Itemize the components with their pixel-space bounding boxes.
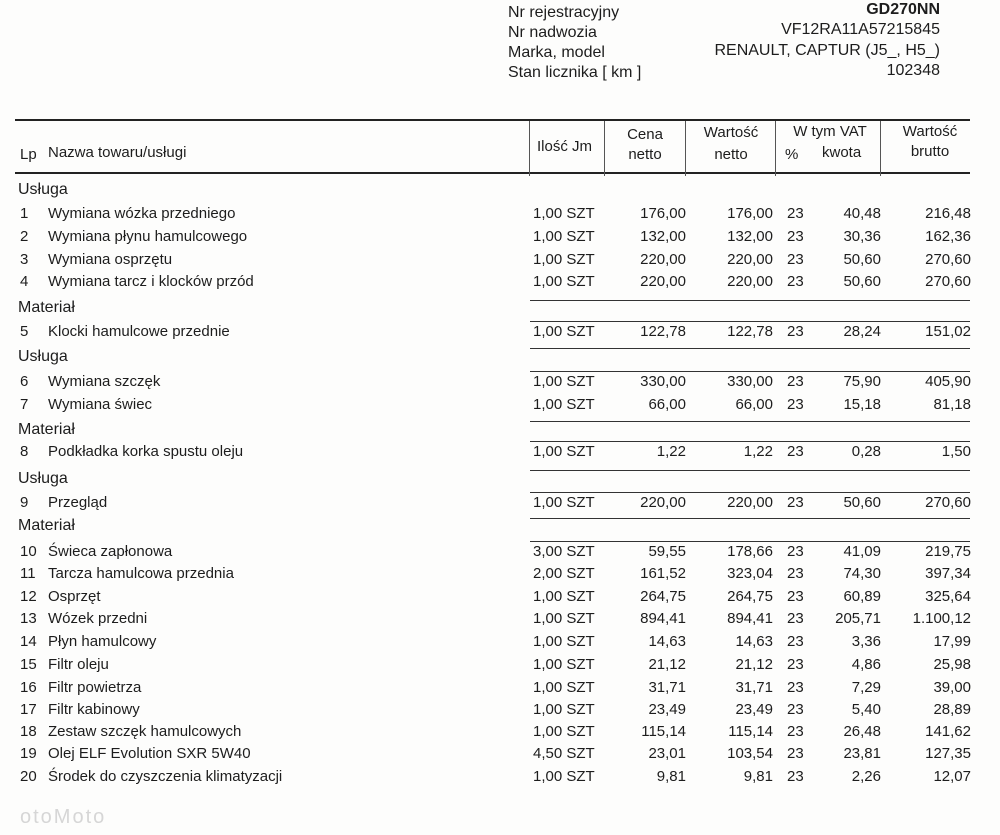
row-rule [530,421,970,422]
row-vat-amount: 26,48 [843,723,881,740]
row-rule [530,321,970,322]
row-unit-price: 115,14 [641,723,686,740]
row-vat-rate: 23 [787,610,804,627]
section-header: Usługa [18,181,68,198]
section-header: Materiał [18,421,75,438]
row-vat-amount: 28,24 [843,323,881,340]
row-gross-value: 270,60 [925,273,971,290]
row-rule [530,300,970,301]
row-net-value: 66,00 [735,396,773,413]
row-unit-price: 59,55 [648,543,686,560]
row-unit-price: 330,00 [640,373,686,390]
row-item-name: Wymiana tarcz i klocków przód [48,273,254,290]
row-vat-amount: 50,60 [843,494,881,511]
row-gross-value: 397,34 [925,565,971,582]
header-name: Nazwa towaru/usługi [48,144,187,161]
row-vat-rate: 23 [787,251,804,268]
row-lp: 7 [20,396,29,413]
row-lp: 20 [20,768,37,785]
header-vat-amt: kwota [822,144,862,161]
row-gross-value: 81,18 [933,396,971,413]
row-gross-value: 151,02 [925,323,971,340]
row-lp: 14 [20,633,37,650]
row-rule [530,371,970,372]
row-item-name: Wymiana płynu hamulcowego [48,228,248,245]
row-item-name: Środek do czyszczenia klimatyzacji [48,768,283,785]
row-rule [530,492,970,493]
row-unit-price: 176,00 [640,205,686,222]
header-lp: Lp [20,146,37,163]
row-unit-price: 21,12 [648,656,686,673]
row-vat-rate: 23 [787,633,804,650]
row-rule [530,518,970,519]
row-vat-amount: 75,90 [843,373,881,390]
row-vat-rate: 23 [787,323,804,340]
row-lp: 2 [20,228,29,245]
row-net-value: 178,66 [727,543,773,560]
row-vat-amount: 15,18 [843,396,881,413]
row-net-value: 323,04 [727,565,773,582]
row-lp: 12 [20,588,37,605]
label-make-model: Marka, model [508,44,605,61]
row-item-name: Tarcza hamulcowa przednia [48,565,234,582]
row-vat-rate: 23 [787,373,804,390]
row-rule [530,541,970,542]
row-rule [530,441,970,442]
row-lp: 16 [20,679,37,696]
col-divider [775,121,776,176]
row-vat-amount: 60,89 [843,588,881,605]
row-item-name: Przegląd [48,494,108,511]
header-vat-1: W tym VAT [793,123,867,140]
col-divider [880,121,881,176]
row-lp: 17 [20,701,37,718]
label-odometer: Stan licznika [ km ] [508,64,642,81]
row-unit-price: 23,49 [648,701,686,718]
header-price-2: netto [628,146,662,163]
row-gross-value: 12,07 [933,768,971,785]
section-header: Materiał [18,299,75,316]
row-unit-price: 132,00 [640,228,686,245]
row-vat-amount: 5,40 [851,701,881,718]
row-gross-value: 28,89 [933,701,971,718]
row-lp: 5 [20,323,29,340]
row-lp: 3 [20,251,29,268]
row-gross-value: 127,35 [925,745,971,762]
row-net-value: 1,22 [743,443,773,460]
row-vat-amount: 205,71 [835,610,881,627]
row-unit-price: 264,75 [640,588,686,605]
col-divider [685,121,686,176]
header-qty: Ilość Jm [537,138,593,155]
row-gross-value: 405,90 [925,373,971,390]
row-quantity: 1,00 SZT [533,610,595,627]
row-item-name: Wymiana szczęk [48,373,161,390]
row-quantity: 1,00 SZT [533,768,595,785]
row-quantity: 1,00 SZT [533,656,595,673]
watermark: otoMoto [20,806,107,828]
row-rule [530,348,970,349]
header-gross-1: Wartość [902,123,958,140]
row-lp: 9 [20,494,29,511]
make-model-value: RENAULT, CAPTUR (J5_, H5_) [714,42,940,59]
row-net-value: 176,00 [727,205,773,222]
col-divider [604,121,605,176]
row-gross-value: 141,62 [925,723,971,740]
row-item-name: Wymiana wózka przedniego [48,205,236,222]
row-net-value: 330,00 [727,373,773,390]
row-unit-price: 894,41 [640,610,686,627]
row-gross-value: 216,48 [925,205,971,222]
row-unit-price: 23,01 [648,745,686,762]
row-net-value: 122,78 [727,323,773,340]
row-vat-rate: 23 [787,396,804,413]
row-quantity: 1,00 SZT [533,205,595,222]
row-quantity: 4,50 SZT [533,745,595,762]
row-unit-price: 1,22 [656,443,686,460]
row-unit-price: 14,63 [648,633,686,650]
row-vat-amount: 7,29 [851,679,881,696]
row-vat-rate: 23 [787,588,804,605]
row-quantity: 1,00 SZT [533,494,595,511]
label-registration: Nr rejestracyjny [508,4,620,21]
row-quantity: 1,00 SZT [533,443,595,460]
section-header: Materiał [18,517,75,534]
row-gross-value: 219,75 [925,543,971,560]
row-lp: 8 [20,443,29,460]
row-quantity: 1,00 SZT [533,679,595,696]
row-quantity: 1,00 SZT [533,701,595,718]
row-gross-value: 325,64 [925,588,971,605]
header-gross-2: brutto [910,143,950,160]
row-net-value: 21,12 [735,656,773,673]
row-item-name: Podkładka korka spustu oleju [48,443,244,460]
row-lp: 19 [20,745,37,762]
row-item-name: Klocki hamulcowe przednie [48,323,230,340]
row-quantity: 1,00 SZT [533,373,595,390]
header-vat-pct: % [785,146,799,163]
row-vat-amount: 74,30 [843,565,881,582]
row-gross-value: 162,36 [925,228,971,245]
row-vat-rate: 23 [787,565,804,582]
row-net-value: 14,63 [735,633,773,650]
row-unit-price: 66,00 [648,396,686,413]
row-net-value: 220,00 [727,273,773,290]
row-vat-rate: 23 [787,656,804,673]
row-vat-rate: 23 [787,443,804,460]
header-net-2: netto [714,146,748,163]
row-lp: 1 [20,205,29,222]
row-lp: 13 [20,610,37,627]
row-gross-value: 270,60 [925,494,971,511]
row-quantity: 1,00 SZT [533,323,595,340]
row-item-name: Zestaw szczęk hamulcowych [48,723,242,740]
row-vat-amount: 30,36 [843,228,881,245]
section-header: Usługa [18,470,68,487]
row-net-value: 9,81 [743,768,773,785]
row-lp: 15 [20,656,37,673]
row-quantity: 2,00 SZT [533,565,595,582]
row-item-name: Wymiana osprzętu [48,251,173,268]
header-price-1: Cena [627,126,663,143]
row-net-value: 103,54 [727,745,773,762]
row-vat-amount: 3,36 [851,633,881,650]
row-item-name: Wymiana świec [48,396,153,413]
row-vat-rate: 23 [787,228,804,245]
row-quantity: 1,00 SZT [533,228,595,245]
row-vat-amount: 50,60 [843,273,881,290]
row-net-value: 220,00 [727,251,773,268]
row-vat-amount: 40,48 [843,205,881,222]
table-top-rule [15,119,970,121]
row-vat-rate: 23 [787,768,804,785]
row-quantity: 1,00 SZT [533,723,595,740]
row-net-value: 115,14 [728,723,773,740]
row-vat-amount: 0,28 [851,443,881,460]
row-lp: 10 [20,543,37,560]
row-item-name: Filtr powietrza [48,679,142,696]
col-divider [529,121,530,176]
row-vat-rate: 23 [787,679,804,696]
row-vat-amount: 23,81 [843,745,881,762]
row-net-value: 264,75 [727,588,773,605]
row-unit-price: 122,78 [640,323,686,340]
row-quantity: 1,00 SZT [533,396,595,413]
row-net-value: 23,49 [735,701,773,718]
row-item-name: Świeca zapłonowa [48,543,173,560]
row-net-value: 31,71 [735,679,773,696]
registration-value: GD270NN [866,1,940,18]
row-quantity: 1,00 SZT [533,633,595,650]
row-vat-rate: 23 [787,273,804,290]
row-gross-value: 1,50 [941,443,971,460]
row-unit-price: 220,00 [640,494,686,511]
row-gross-value: 39,00 [933,679,971,696]
row-quantity: 1,00 SZT [533,251,595,268]
row-quantity: 3,00 SZT [533,543,595,560]
label-vin: Nr nadwozia [508,24,597,41]
row-quantity: 1,00 SZT [533,588,595,605]
row-net-value: 132,00 [727,228,773,245]
row-vat-rate: 23 [787,701,804,718]
header-net-1: Wartość [703,124,759,141]
row-net-value: 894,41 [727,610,773,627]
row-vat-rate: 23 [787,745,804,762]
row-lp: 4 [20,273,29,290]
row-item-name: Osprzęt [48,588,101,605]
row-item-name: Filtr oleju [48,656,109,673]
row-unit-price: 220,00 [640,273,686,290]
row-lp: 6 [20,373,29,390]
row-item-name: Wózek przedni [48,610,148,627]
row-net-value: 220,00 [727,494,773,511]
row-unit-price: 220,00 [640,251,686,268]
row-item-name: Filtr kabinowy [48,701,140,718]
odometer-value: 102348 [886,62,940,79]
row-vat-rate: 23 [787,494,804,511]
table-header-rule [15,172,970,174]
row-lp: 18 [20,723,37,740]
row-vat-amount: 2,26 [851,768,881,785]
row-vat-amount: 50,60 [843,251,881,268]
row-rule [530,470,970,471]
row-item-name: Płyn hamulcowy [48,633,157,650]
row-lp: 11 [20,565,36,582]
vin-value: VF12RA11A57215845 [781,21,940,38]
row-gross-value: 1.100,12 [912,610,971,627]
row-gross-value: 270,60 [925,251,971,268]
row-vat-rate: 23 [787,543,804,560]
row-vat-amount: 41,09 [843,543,881,560]
row-unit-price: 161,52 [640,565,686,582]
row-gross-value: 25,98 [933,656,971,673]
row-vat-rate: 23 [787,723,804,740]
row-quantity: 1,00 SZT [533,273,595,290]
row-unit-price: 9,81 [656,768,686,785]
row-gross-value: 17,99 [933,633,971,650]
row-unit-price: 31,71 [648,679,686,696]
section-header: Usługa [18,348,68,365]
row-vat-rate: 23 [787,205,804,222]
row-item-name: Olej ELF Evolution SXR 5W40 [48,745,251,762]
row-vat-amount: 4,86 [851,656,881,673]
